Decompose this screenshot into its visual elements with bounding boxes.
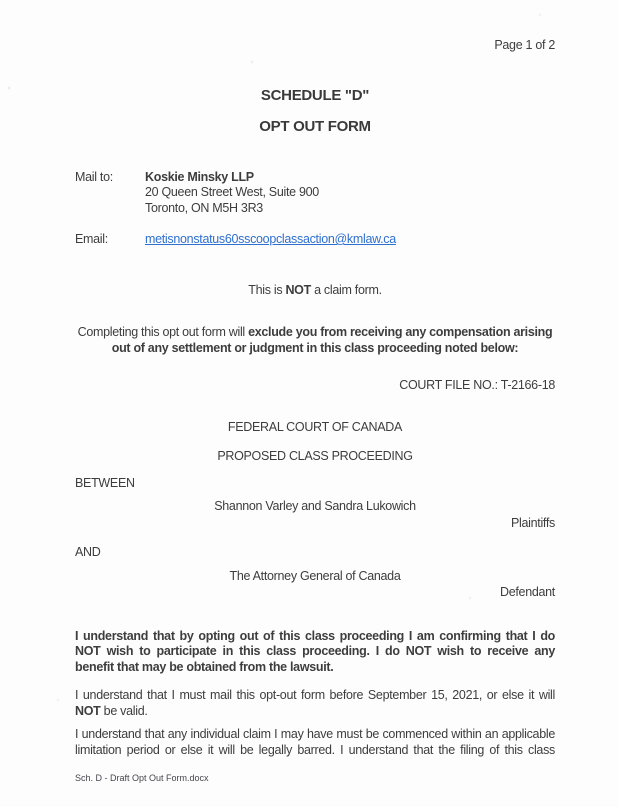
mail-to-label: Mail to: [75, 169, 113, 184]
email-link[interactable]: metisnonstatus60sscoopclassaction@kmlaw.ca [145, 232, 396, 246]
plaintiff-names: Shannon Varley and Sandra Lukowich [214, 499, 416, 513]
address-line-2: Toronto, ON M5H 3R3 [145, 200, 263, 215]
deadline-paragraph [75, 688, 555, 719]
deadline-emphasis: NOT [75, 703, 101, 718]
email-label: Email: [75, 232, 108, 246]
proceeding-type: PROPOSED CLASS PROCEEDING [217, 449, 413, 463]
limitation-paragraph: I understand that any individual claim I may have must be commenced within an applicable limitation period or else it will be legally barred. I understand that the filing of this class [75, 727, 555, 757]
exclusion-notice-text: Completing this opt out form will [77, 325, 249, 339]
defendant-name: The Attorney General of Canada [229, 568, 401, 583]
schedule-title: SCHEDULE "D" [260, 86, 370, 104]
deadline-text: I understand that I must mail this opt-out form before September 15, 2021, or else it will [75, 688, 555, 702]
firm-name: Koskie Minsky LLP [145, 169, 254, 184]
defendant-role: Defendant [500, 585, 555, 599]
claim-note-text: This is [248, 282, 286, 297]
claim-note-emphasis: NOT [285, 282, 311, 297]
not-claim-form-note [75, 283, 555, 299]
mail-to-address [145, 170, 319, 217]
claim-note-text-end: a claim form. [310, 282, 382, 297]
address-line-1: 20 Queen Street West, Suite 900 [145, 185, 319, 199]
page-number: Page 1 of 2 [494, 38, 555, 52]
court-name: FEDERAL COURT OF CANADA [227, 419, 403, 434]
plaintiff-role: Plaintiffs [510, 515, 555, 530]
form-title: OPT OUT FORM [259, 118, 371, 135]
exclusion-notice [75, 325, 555, 356]
court-file-number: COURT FILE NO.: T-2166-18 [399, 378, 555, 392]
deadline-text-end: be valid. [100, 703, 148, 718]
and-label: AND [75, 545, 101, 559]
exclusion-notice-emphasis: exclude you from receiving any compensation arising out of any settlement or judgment in this class proceeding noted below: [111, 325, 553, 355]
between-label: BETWEEN [75, 475, 135, 490]
email-block [75, 232, 555, 248]
footer-filename: Sch. D - Draft Opt Out Form.docx [75, 773, 209, 783]
mail-to-block [75, 170, 555, 217]
opt-out-confirmation-paragraph: I understand that by opting out of this class proceeding I am confirming that I do NOT wish to participate in this class proceeding. I do NOT wish to receive any benefit that may be obtained from the lawsuit. [75, 628, 555, 674]
